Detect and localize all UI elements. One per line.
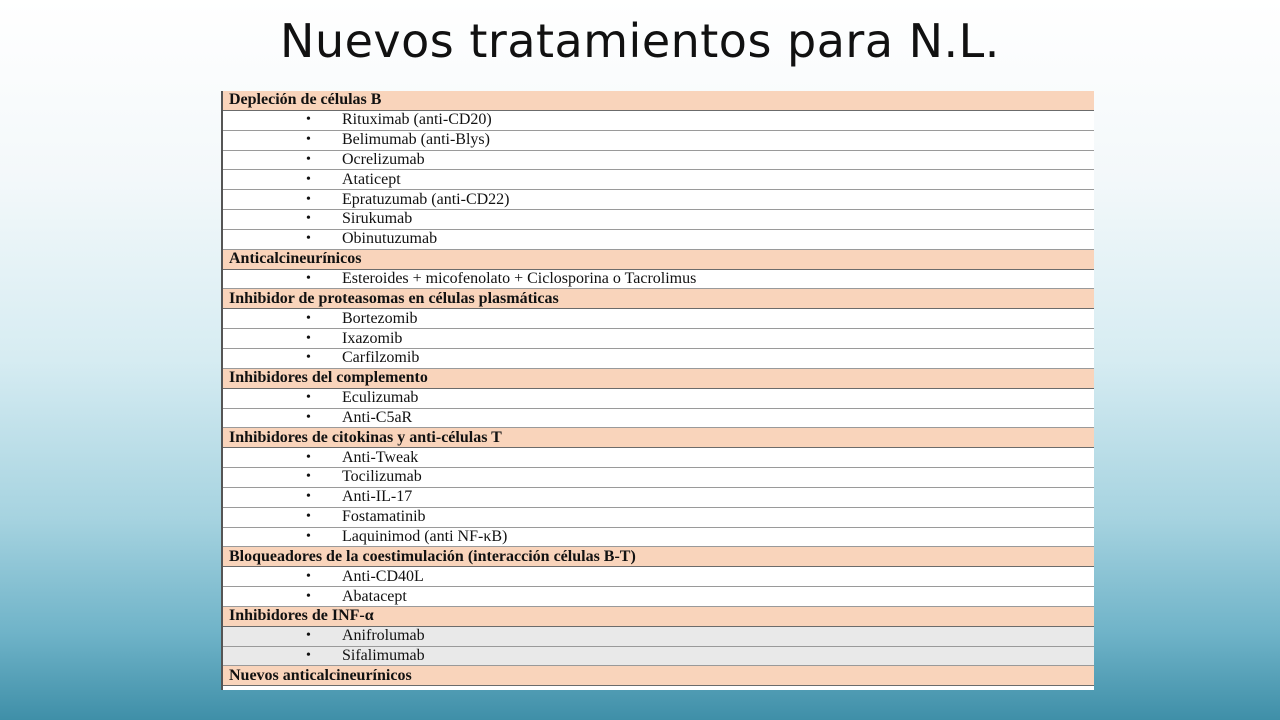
list-item: • Esteroides + micofenolato + Ciclosporina o Tacrolimus [223, 270, 1094, 290]
bullet-icon [223, 469, 342, 485]
list-item: • Anti-CD40L [223, 567, 1094, 587]
bullet-icon [223, 410, 342, 426]
bullet-icon [223, 311, 342, 327]
bullet-icon [223, 112, 342, 128]
group-header: Inhibidor de proteasomas en células plasmáticas [223, 289, 1094, 309]
list-item: • Belimumab (anti-Blys) [223, 131, 1094, 151]
list-item: • Ocrelizumab [223, 151, 1094, 171]
bullet-icon [223, 152, 342, 168]
group-header: Anticalcineurínicos [223, 250, 1094, 270]
list-item: • Anti-Tweak [223, 448, 1094, 468]
bullet-icon [223, 489, 342, 505]
list-item: • Anti-C5aR [223, 409, 1094, 429]
list-item: • Epratuzumab (anti-CD22) [223, 190, 1094, 210]
bullet-icon [223, 529, 342, 545]
list-item: • Sifalimumab [223, 647, 1094, 667]
list-item: • Anti-IL-17 [223, 488, 1094, 508]
bullet-icon [223, 172, 342, 188]
list-item: • Carfilzomib [223, 349, 1094, 369]
list-item: • Ataticept [223, 170, 1094, 190]
bullet-icon [223, 509, 342, 525]
bullet-icon [223, 192, 342, 208]
slide-title: Nuevos tratamientos para N.L. [280, 14, 1000, 68]
group-header: Bloqueadores de la coestimulación (interacción células B-T) [223, 547, 1094, 567]
bullet-icon [223, 132, 342, 148]
group-header: Inhibidores del complemento [223, 369, 1094, 389]
list-item: • Laquinimod (anti NF-κB) [223, 528, 1094, 548]
list-item: • Sirukumab [223, 210, 1094, 230]
list-item: • Rituximab (anti-CD20) [223, 111, 1094, 131]
list-item: • Ixazomib [223, 329, 1094, 349]
list-item: • Tocilizumab [223, 468, 1094, 488]
bullet-icon [223, 390, 342, 406]
bullet-icon [223, 450, 342, 466]
bullet-icon [223, 569, 342, 585]
group-header: Nuevos anticalcineurínicos [223, 666, 1094, 686]
bullet-icon [223, 350, 342, 366]
bullet-icon [223, 628, 342, 644]
list-item: • Bortezomib [223, 309, 1094, 329]
list-item: • Anifrolumab [223, 627, 1094, 647]
treatments-table [221, 91, 1094, 690]
bullet-icon [223, 271, 342, 287]
group-header: Inhibidores de INF-α [223, 607, 1094, 627]
group-header: Depleción de células B [223, 91, 1094, 111]
bullet-icon [223, 211, 342, 227]
bullet-icon [223, 331, 342, 347]
list-item: • Obinutuzumab [223, 230, 1094, 250]
bullet-icon [223, 648, 342, 664]
bullet-icon [223, 231, 342, 247]
list-item: • Fostamatinib [223, 508, 1094, 528]
group-header: Inhibidores de citokinas y anti-células T [223, 428, 1094, 448]
bullet-icon [223, 589, 342, 605]
list-item: • Abatacept [223, 587, 1094, 607]
list-item: • Eculizumab [223, 389, 1094, 409]
